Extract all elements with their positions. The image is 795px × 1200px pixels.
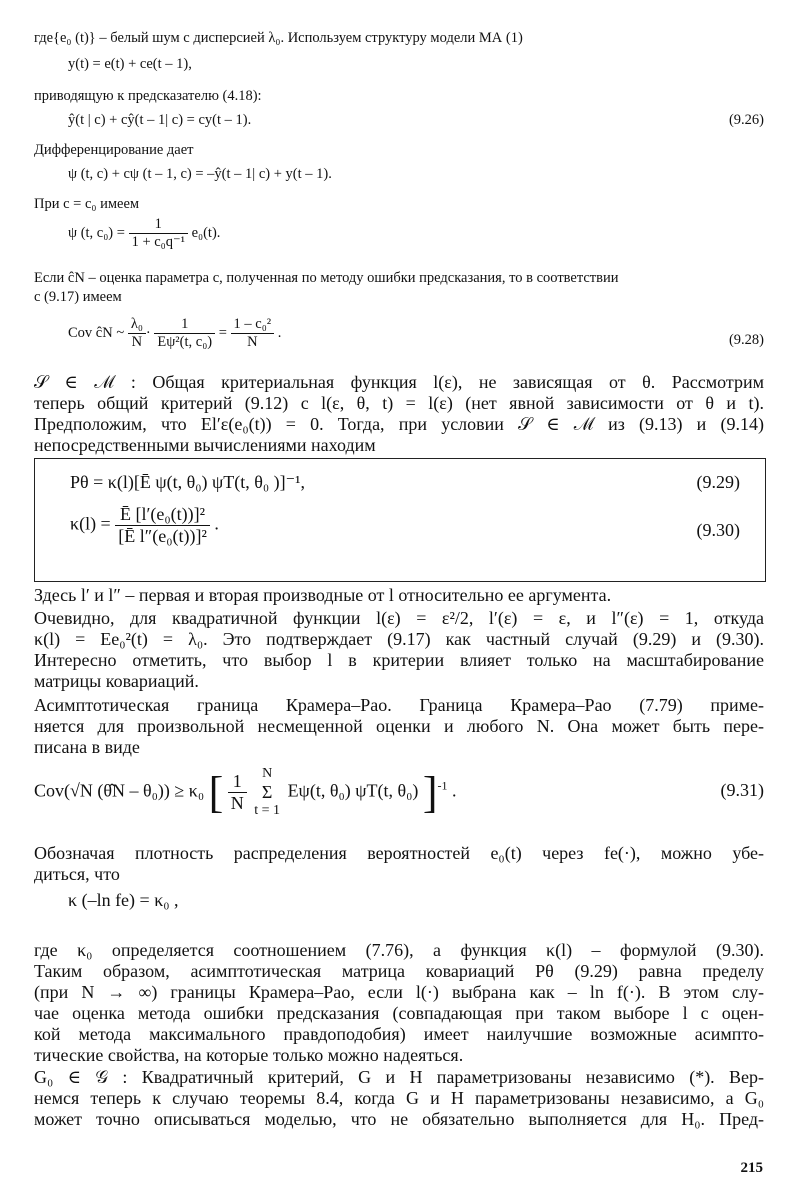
numerator: Ē [l′(e₀(t))]² (115, 504, 210, 526)
eq-rhs: e₀(t). (191, 224, 221, 241)
paragraph-line: может точно описываться моделью, что не обязательно выполняется для H₀. Пред- (34, 1109, 764, 1129)
text-line: Дифференцирование дает (34, 142, 194, 158)
equation-psi (68, 216, 220, 251)
paragraph-line: непосредственными вычислениями находим (34, 435, 376, 455)
paragraph-line: немся теперь к случаю теоремы 8.4, когда G и H параметризованы независимо, а G₀ (34, 1088, 764, 1108)
equals-sign: = (218, 324, 227, 341)
numerator: 1 (129, 216, 188, 234)
paragraph-line: матрицы ковариаций. (34, 671, 199, 691)
numerator: λ₀ (128, 316, 146, 334)
equation-number: (9.28) (728, 332, 764, 348)
eq-lhs: κ(l) = (70, 513, 111, 534)
paragraph-line: 𝒮 ∈ ℳ : Общая критериальная функция l(ε), не зависящая от θ. Рассмотрим (34, 372, 764, 392)
fraction (129, 216, 188, 251)
equation-number: (9.31) (720, 780, 764, 800)
fraction (115, 504, 210, 547)
fraction (154, 316, 215, 351)
paragraph-line: (при N → ∞) границы Крамера–Рао, если l(·) выбрана как – ln f(·). В этом слу- (34, 982, 764, 1002)
text-line: приводящую к предсказателю (4.18): (34, 88, 262, 104)
paragraph-line: где κ₀ определяется соотношением (7.76), а функция κ(l) – формулой (9.30). (34, 940, 764, 960)
paragraph-line: G₀ ∈ 𝒢 : Квадратичный критерий, G и H параметризованы независимо (*). Вер- (34, 1067, 764, 1087)
paragraph-line: теперь общий критерий (9.12) с l(ε, θ, t) = l(ε) (нет явной зависимости от θ и t). (34, 393, 764, 413)
denominator: N (247, 334, 258, 350)
page-number: 215 (740, 1160, 763, 1176)
text-line: с (9.17) имеем (34, 289, 122, 305)
text-line: где{e₀ (t)} – белый шум с дисперсией λ₀. Используем структуру модели МА (1) (34, 30, 523, 46)
paragraph-line: чае оценка метода ошибки предсказания (совпадающая при таком выборе l с оцен- (34, 1003, 764, 1023)
denominator: N (131, 334, 143, 350)
denominator: [Ē l″(e₀(t))]² (118, 526, 207, 546)
paragraph-line: Интересно отметить, что выбор l в критерии влияет только на масштабирование (34, 650, 764, 670)
equation-number: (9.26) (728, 112, 764, 128)
paragraph-line: писана в виде (34, 737, 140, 757)
eq-lhs: Cov(√N (θ̂N – θ₀)) ≥ κ₀ (34, 780, 205, 801)
sum-lower: t = 1 (254, 803, 281, 818)
paragraph-line: Асимптотическая граница Крамера–Рао. Граница Крамера–Рао (7.79) приме- (34, 695, 764, 715)
equation-9-29: Pθ = κ(l)[Ē ψ(t, θ₀) ψT(t, θ₀ )]⁻¹, (70, 472, 306, 492)
fraction (228, 771, 247, 814)
sum-upper: N (262, 766, 273, 781)
numerator: 1 (154, 316, 215, 334)
equation-model: y(t) = e(t) + ce(t – 1), (68, 56, 192, 72)
denominator: 1 + c₀q⁻¹ (131, 234, 185, 250)
equation-number: (9.29) (696, 472, 740, 492)
equation-number: (9.30) (696, 520, 740, 540)
denominator: N (230, 793, 244, 813)
equation-9-31: Cov(√N (θ̂N – θ₀)) ≥ κ₀ [ $\frac{1}{N}$ N Σ t = 1 Eψ(t, θ₀) ψT(t, θ₀) ]$^{-1}$ . (34, 766, 457, 818)
paragraph-line: диться, что (34, 864, 120, 884)
paragraph-line: Здесь l′ и l″ – первая и вторая производные от l относительно ее аргумента. (34, 585, 612, 605)
summation (251, 766, 283, 819)
text-line: Если ĉN – оценка параметра c, полученная по методу ошибки предсказания, то в соответствии (34, 270, 619, 286)
text-line: При c = c₀ имеем (34, 196, 140, 212)
equation-9-26: ŷ(t | c) + cŷ(t – 1| c) = cy(t – 1). (68, 112, 252, 128)
equation-kappa: κ (–ln fe) = κ₀ , (68, 890, 179, 910)
paragraph-line: Обозначая плотность распределения вероятностей e₀(t) через fe(·), можно убе- (34, 843, 764, 863)
equation-diff: ψ (t, c) + cψ (t – 1, c) = –ŷ(t – 1| c) + y(t – 1). (68, 166, 332, 182)
eq-body: Eψ(t, θ₀) ψT(t, θ₀) (287, 780, 419, 801)
eq-lhs: Cov ĉN ~ (68, 324, 125, 341)
paragraph-line: κ(l) = Ee₀²(t) = λ₀. Это подтверждает (9.17) как частный случай (9.29) и (9.30). (34, 629, 764, 649)
paragraph-line: кой метода максимального правдоподобия) имеет наилучшие возможные асимпто- (34, 1024, 764, 1044)
paragraph-line: тические свойства, на которые только можно надеяться. (34, 1045, 464, 1065)
paragraph-line: няется для произвольной несмещенной оценки и любого N. Она может быть пере- (34, 716, 764, 736)
numerator: 1 (228, 771, 247, 793)
numerator: 1 – c₀² (231, 316, 275, 334)
exponent: -1 (437, 778, 448, 793)
paragraph-line: Предположим, что El′ε(e₀(t)) = 0. Тогда, при условии 𝒮 ∈ ℳ из (9.13) и (9.14) (34, 414, 764, 434)
equation-9-30: κ(l) = $\frac{\text{Ē [l′(e₀(t))]²}}{\text{[Ē l″(e₀(t))]²}}$ . (70, 504, 219, 546)
fraction (231, 316, 275, 351)
eq-lhs: ψ (t, c₀) = (68, 224, 125, 241)
sum-sign: Σ (261, 782, 273, 802)
equation-9-28: Cov ĉN ~ $\frac{\text{λ₀}}{N}$ · $\frac{1}{\text{Eψ²(t, c₀)}}$ = $\frac{\text{1 – c₀²}}{N}$ . (68, 316, 282, 350)
paragraph-line: Очевидно, для квадратичной функции l(ε) = ε²/2, l′(ε) = ε, и l″(ε) = 1, откуда (34, 608, 764, 628)
paragraph-line: Таким образом, асимптотическая матрица ковариаций Pθ (9.29) равна пределу (34, 961, 764, 981)
fraction (128, 316, 146, 351)
denominator: Eψ²(t, c₀) (157, 334, 213, 350)
